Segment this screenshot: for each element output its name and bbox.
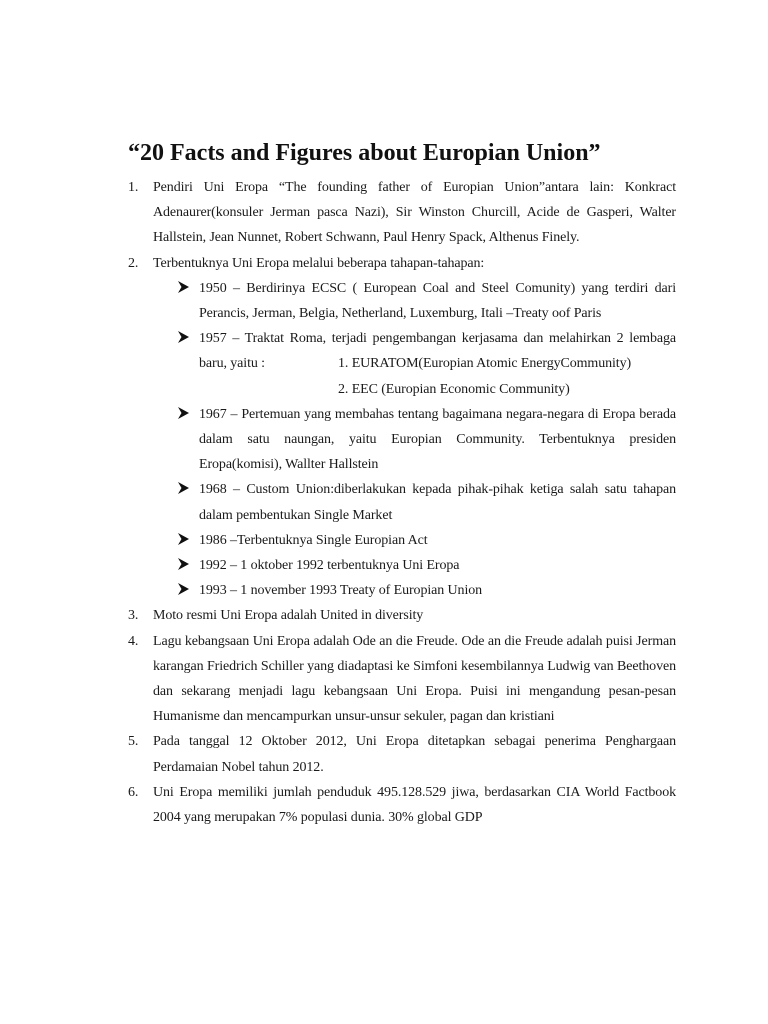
- sublist-item: [177, 326, 676, 402]
- list-item-text: Pada tanggal 12 Oktober 2012, Uni Eropa ditetapkan sebagai penerima Penghargaan Perdamaian Nobel tahun 2012.: [153, 734, 676, 775]
- sublist-item: [177, 528, 676, 553]
- sublist-item-text: 1992 – 1 oktober 1992 terbentuknya Uni Eropa: [199, 558, 460, 574]
- sublist-item-text: 1986 –Terbentuknya Single Europian Act: [199, 532, 428, 548]
- document-title: “20 Facts and Figures about Europian Union”: [128, 140, 601, 166]
- list-number: 4.: [128, 633, 139, 649]
- list-item: [128, 729, 676, 779]
- euratom-line: 1. EURATOM(Europian Atomic EnergyCommunity): [338, 356, 632, 372]
- sublist-item-text: 1950 – Berdirinya ECSC ( European Coal and Steel Comunity) yang terdiri dari Perancis, Jerman, Belgia, Netherland, Luxemburg, Itali –Treaty oof Paris: [199, 280, 676, 322]
- list-item-text: Lagu kebangsaan Uni Eropa adalah Ode an die Freude. Ode an die Freude adalah puisi Jerman karangan Friedrich Schiller yang diadaptasi ke Simfoni kesembilannya Ludwig van Beethoven dan sekarang menjadi lagu kebangsaan Uni Eropa. Puisi ini mengandung pesan-pesan Humanisme dan mencampurkan unsur-unsur sekuler, pagan dan kristiani: [153, 633, 676, 725]
- list-item: [128, 629, 676, 730]
- list-item: [128, 603, 676, 628]
- facts-list: [128, 175, 676, 830]
- sublist-item: [177, 553, 676, 578]
- arrow-bullet-icon: [177, 578, 190, 603]
- sublist-item-text: 1957 – Traktat Roma, terjadi pengembangan kerjasama dan melahirkan 2 lembaga baru, yaitu : 1. EURATOM(Europian Atomic EnergyCommunity) 2. EEC (Europian Economic Community): [199, 326, 676, 402]
- arrow-bullet-icon: [177, 528, 190, 553]
- arrow-bullet-icon: [177, 276, 190, 301]
- sublist-item: [177, 578, 676, 603]
- list-number: 2.: [128, 255, 139, 271]
- sublist-item-text: 1993 – 1 november 1993 Treaty of Europian Union: [199, 583, 483, 599]
- list-item: [128, 780, 676, 830]
- list-number: 5.: [128, 734, 139, 750]
- stages-sublist: [153, 276, 676, 604]
- eec-line: 2. EEC (Europian Economic Community): [338, 381, 570, 397]
- sublist-item: [177, 276, 676, 326]
- sublist-item-text: 1968 – Custom Union:diberlakukan kepada pihak-pihak ketiga salah satu tahapan dalam pembentukan Single Market: [199, 482, 676, 523]
- sublist-item: [177, 402, 676, 478]
- list-number: 1.: [128, 180, 139, 195]
- list-item-text: Uni Eropa memiliki jumlah penduduk 495.128.529 jiwa, berdasarkan CIA World Factbook 2004 yang merupakan 7% populasi dunia. 30% global GDP: [153, 784, 676, 826]
- list-item-text: Terbentuknya Uni Eropa melalui beberapa tahapan-tahapan:: [153, 255, 485, 271]
- list-item-text: Pendiri Uni Eropa “The founding father of Europian Union”antara lain: Konkract Adenaurer(konsuler Jerman pasca Nazi), Sir Winston Churcill, Acide de Gasperi, Walter Hallstein, Jean Nunnet, Robert Schwann, Paul Henry Spack, Althenus Finely.: [153, 180, 676, 246]
- arrow-bullet-icon: [177, 326, 190, 351]
- list-number: 6.: [128, 784, 139, 800]
- arrow-bullet-icon: [177, 402, 190, 427]
- document-body: [128, 175, 676, 830]
- arrow-bullet-icon: [177, 553, 190, 578]
- list-item: [128, 251, 676, 604]
- sublist-item: [177, 477, 676, 527]
- arrow-bullet-icon: [177, 477, 190, 502]
- list-number: 3.: [128, 608, 139, 624]
- list-item: [128, 175, 676, 251]
- sublist-item-text: 1967 – Pertemuan yang membahas tentang bagaimana negara-negara di Eropa berada dalam satu naungan, yaitu Europian Community. Terbentuknya presiden Eropa(komisi), Wallter Hallstein: [199, 406, 676, 473]
- list-item-text: Moto resmi Uni Eropa adalah United in diversity: [153, 608, 424, 624]
